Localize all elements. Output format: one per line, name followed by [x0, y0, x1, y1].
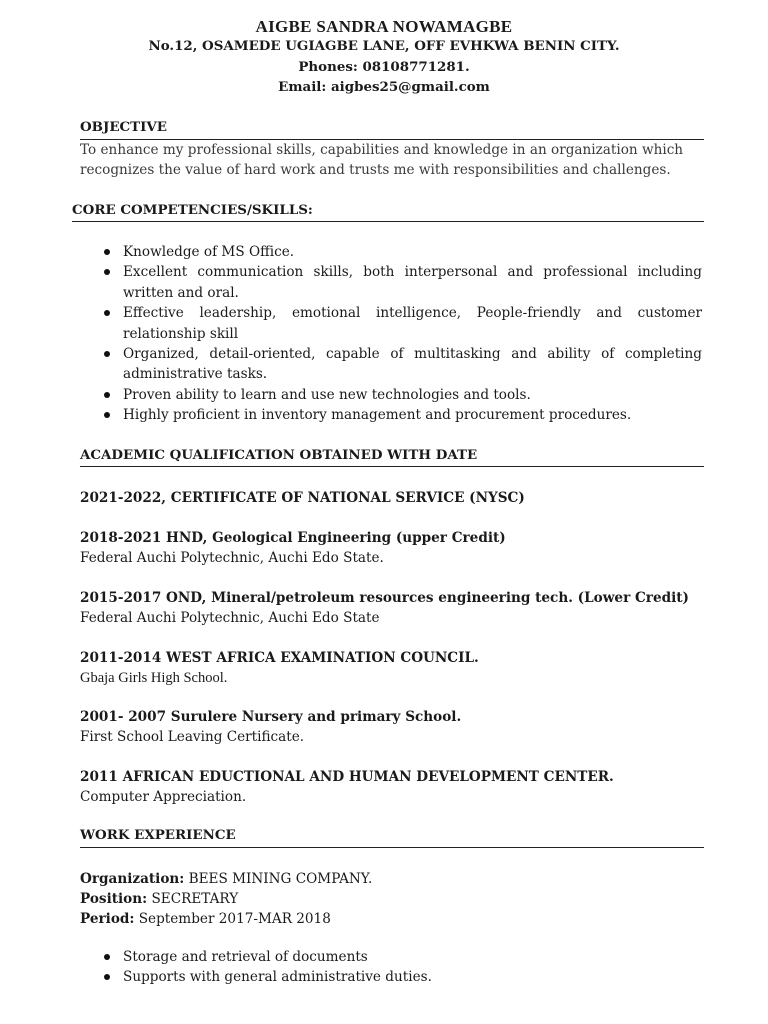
objective-line-1: To enhance my professional skills, capabilities and knowledge in an organization which [80, 142, 684, 158]
academic-entry-detail: Computer Appreciation. [80, 789, 247, 805]
organization-value: BEES MINING COMPANY. [184, 871, 373, 887]
work-rule [80, 847, 704, 848]
period-label: Period: [80, 911, 135, 927]
bullet-icon [104, 249, 110, 255]
work-organization [80, 869, 720, 889]
academic-entry [80, 767, 720, 807]
skill-text: Effective leadership, emotional intelligence, People-friendly and customer relationship skill [123, 305, 702, 342]
work-heading: WORK EXPERIENCE [80, 827, 236, 843]
phones-line: Phones: 08108771281. [298, 59, 470, 75]
position-value: SECRETARY [147, 891, 239, 907]
applicant-name: AIGBE SANDRA NOWAMAGBE [255, 17, 513, 36]
academic-entry-title: 2011-2014 WEST AFRICA EXAMINATION COUNCIL. [80, 650, 479, 666]
skills-heading: CORE COMPETENCIES/SKILLS: [72, 202, 313, 218]
skill-text: Highly proficient in inventory management and procurement procedures. [123, 407, 632, 424]
academic-entry-detail: Gbaja Girls High School. [80, 670, 228, 686]
skills-list [80, 242, 702, 426]
objective-heading: OBJECTIVE [80, 119, 168, 135]
bullet-icon [104, 954, 110, 960]
academic-entry-title: 2001- 2007 Surulere Nursery and primary School. [80, 709, 462, 725]
organization-label: Organization: [80, 871, 185, 887]
list-item [80, 947, 702, 967]
skill-text: Proven ability to learn and use new technologies and tools. [123, 386, 531, 403]
list-item [80, 262, 702, 303]
bullet-icon [104, 412, 110, 418]
work-position [80, 889, 720, 909]
academic-entry [80, 707, 720, 747]
objective-text [80, 140, 704, 180]
skill-text: Knowledge of MS Office. [123, 244, 295, 260]
academic-entry-title: 2011 AFRICAN EDUCTIONAL AND HUMAN DEVELOPMENT CENTER. [80, 769, 614, 785]
academic-entry-title: 2018-2021 HND, Geological Engineering (upper Credit) [80, 530, 506, 546]
work-period [80, 909, 720, 929]
bullet-icon [104, 310, 110, 316]
skills-rule [72, 221, 704, 222]
academic-entry-detail: Federal Auchi Polytechnic, Auchi Edo State. [80, 550, 384, 566]
academic-entry [80, 528, 720, 568]
list-item [80, 405, 702, 425]
skill-text: Organized, detail-oriented, capable of multitasking and ability of completing administrative tasks. [123, 346, 702, 383]
list-item [80, 385, 702, 405]
academic-entry-title: 2021-2022, CERTIFICATE OF NATIONAL SERVICE (NYSC) [80, 490, 525, 506]
academic-entry-title: 2015-2017 OND, Mineral/petroleum resources engineering tech. (Lower Credit) [80, 590, 689, 606]
bullet-icon [104, 269, 110, 275]
list-item [80, 303, 702, 344]
objective-line-2: recognizes the value of hard work and trusts me with responsibilities and challenges. [80, 162, 671, 178]
academic-entry [80, 488, 720, 508]
address-line: No.12, OSAMEDE UGIAGBE LANE, OFF EVHKWA BENIN CITY. [148, 38, 620, 54]
list-item [80, 242, 702, 262]
skill-text: Excellent communication skills, both interpersonal and professional including written and oral. [123, 264, 702, 301]
academic-entry [80, 588, 720, 628]
bullet-icon [104, 392, 110, 398]
duties-list [80, 947, 702, 988]
duty-text: Supports with general administrative duties. [123, 969, 432, 986]
academic-entry-detail: First School Leaving Certificate. [80, 729, 305, 745]
bullet-icon [104, 974, 110, 980]
academic-rule [80, 466, 704, 467]
period-value: September 2017-MAR 2018 [134, 911, 331, 927]
list-item [80, 344, 702, 385]
position-label: Position: [80, 891, 148, 907]
list-item [80, 967, 702, 987]
bullet-icon [104, 351, 110, 357]
academic-heading: ACADEMIC QUALIFICATION OBTAINED WITH DATE [80, 447, 478, 463]
academic-entry [80, 648, 720, 688]
email-line: Email: aigbes25@gmail.com [278, 79, 490, 95]
duty-text: Storage and retrieval of documents [123, 949, 368, 965]
academic-entry-detail: Federal Auchi Polytechnic, Auchi Edo State [80, 610, 380, 626]
